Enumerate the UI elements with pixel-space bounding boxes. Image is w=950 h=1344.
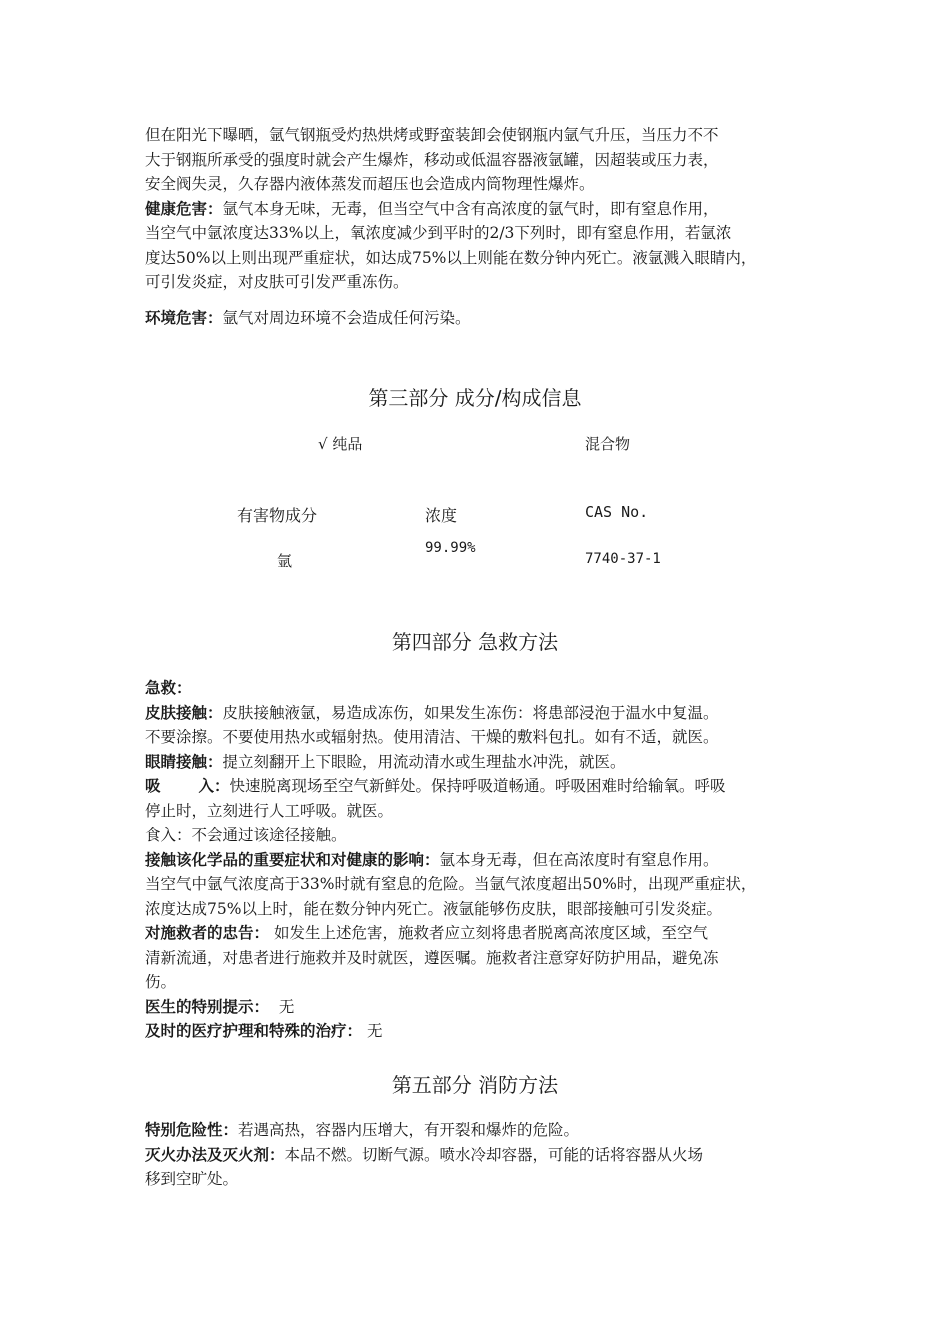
text-line: 当空气中氩浓度达33%以上，氧浓度减少到平时的2/3下列时，即有窒息作用，若氩浓	[145, 224, 732, 242]
special-hazard-text: 若遇高热，容器内压增大，有开裂和爆炸的危险。	[238, 1121, 580, 1139]
extinguish-line	[145, 1143, 825, 1168]
text-line: 大于钢瓶所承受的强度时就会产生爆炸，移动或低温容器液氩罐，因超装或压力表，	[145, 150, 719, 169]
first-aid-block	[145, 676, 825, 1044]
text-line: 氩气本身无味，无毒，但当空气中含有高浓度的氩气时，即有窒息作用，	[222, 199, 719, 218]
text-line: 浓度达成75%以上时，能在数分钟内死亡。液氩能够伤皮肤，眼部接触可引发炎症。	[145, 899, 722, 918]
first-aid-label: 急救：	[145, 679, 192, 697]
text-line: 度达50%以上则出现严重症状，如达成75%以上则能在数分钟内死亡。液氩溅入眼睛内，	[145, 248, 757, 267]
mixture-label: 混合物	[585, 435, 631, 453]
component-value: 氩	[277, 552, 293, 570]
text-line: 停止时，立刻进行人工呼吸。就医。	[145, 801, 394, 820]
medical-care-line	[145, 1019, 825, 1044]
doctor-note-label: 医生的特别提示：	[145, 997, 270, 1016]
environment-hazard-text: 氩气对周边环境不会造成任何污染。	[222, 309, 471, 327]
col-header-concentration: 浓度	[425, 506, 458, 525]
symptoms-label: 接触该化学品的重要症状和对健康的影响：	[145, 850, 440, 869]
text-line: 如发生上述危害，施救者应立刻将患者脱离高浓度区域，至空气	[269, 924, 708, 942]
extinguish-label: 灭火办法及灭火剂：	[145, 1145, 285, 1164]
section4-title: 第四部分 急救方法	[391, 630, 559, 654]
text-line: 清新流通，对患者进行施救并及时就医，遵医嘱。施救者注意穿好防护用品，避免冻	[145, 948, 719, 967]
special-hazard-label: 特别危险性：	[145, 1121, 239, 1139]
symptoms-line	[145, 848, 825, 873]
text-line: 可引发炎症，对皮肤可引发严重冻伤。	[145, 273, 409, 291]
rescuer-advice-line	[145, 921, 825, 946]
text-line: 快速脱离现场至空气新鲜处。保持呼吸道畅通。呼吸困难时给输氧。呼吸	[229, 777, 726, 795]
cas-value: 7740-37-1	[585, 551, 661, 567]
firefighting-block	[145, 1118, 825, 1192]
environment-hazard-paragraph	[145, 306, 825, 331]
text-line: 但在阳光下曝晒，氩气钢瓶受灼热烘烤或野蛮装卸会使钢瓶内氩气升压，当压力不不	[145, 126, 719, 144]
ingestion-line: 食入：不会通过该途径接触。	[145, 826, 347, 844]
text-line: 伤。	[145, 973, 177, 991]
eye-contact-line	[145, 750, 825, 775]
health-hazard-label: 健康危害：	[145, 199, 223, 218]
skin-contact-label: 皮肤接触：	[145, 703, 223, 722]
medical-care-label: 及时的医疗护理和特殊的治疗：	[145, 1022, 363, 1040]
text-line: 安全阀失灵，久存器内液体蒸发而超压也会造成内筒物理性爆炸。	[145, 175, 595, 193]
col-header-component: 有害物成分	[237, 506, 318, 525]
health-hazard-line	[145, 197, 825, 222]
text-line: 当空气中氩气浓度高于33%时就有窒息的危险。当氩气浓度超出50%时，出现严重症状，	[145, 875, 757, 893]
text-line: 不要涂擦。不要使用热水或辐射热。使用清洁、干燥的敷料包扎。如有不适，就医。	[145, 728, 719, 746]
concentration-value: 99.99%	[425, 540, 476, 556]
text-line: 皮肤接触液氩，易造成冻伤，如果发生冻伤：将患部浸泡于温水中复温。	[222, 703, 719, 722]
medical-care-text: 无	[362, 1022, 383, 1040]
eye-contact-label: 眼睛接触：	[145, 752, 223, 771]
text-line: 氩本身无毒，但在高浓度时有窒息作用。	[439, 850, 719, 869]
section5-title: 第五部分 消防方法	[391, 1073, 559, 1097]
environment-hazard-label: 环境危害：	[145, 309, 223, 327]
col-header-cas: CAS No.	[585, 503, 649, 521]
text-line: 移到空旷处。	[145, 1170, 239, 1188]
pure-substance-checkbox-label: √ 纯品	[318, 435, 363, 453]
inhalation-label: 吸 入：	[145, 777, 230, 795]
rescuer-advice-label: 对施救者的忠告：	[145, 924, 270, 942]
skin-contact-line	[145, 701, 825, 726]
text-line: 本品不燃。切断气源。喷水冷却容器，可能的话将容器从火场	[284, 1145, 704, 1164]
physical-hazard-paragraph	[145, 123, 825, 295]
section3-title: 第三部分 成分/构成信息	[368, 386, 582, 410]
eye-contact-text: 提立刻翻开上下眼睑，用流动清水或生理盐水冲洗，就医。	[222, 752, 626, 771]
doctor-note-line	[145, 995, 825, 1020]
inhalation-line	[145, 774, 825, 799]
special-hazard-line	[145, 1118, 825, 1143]
doctor-note-text: 无	[269, 997, 295, 1016]
